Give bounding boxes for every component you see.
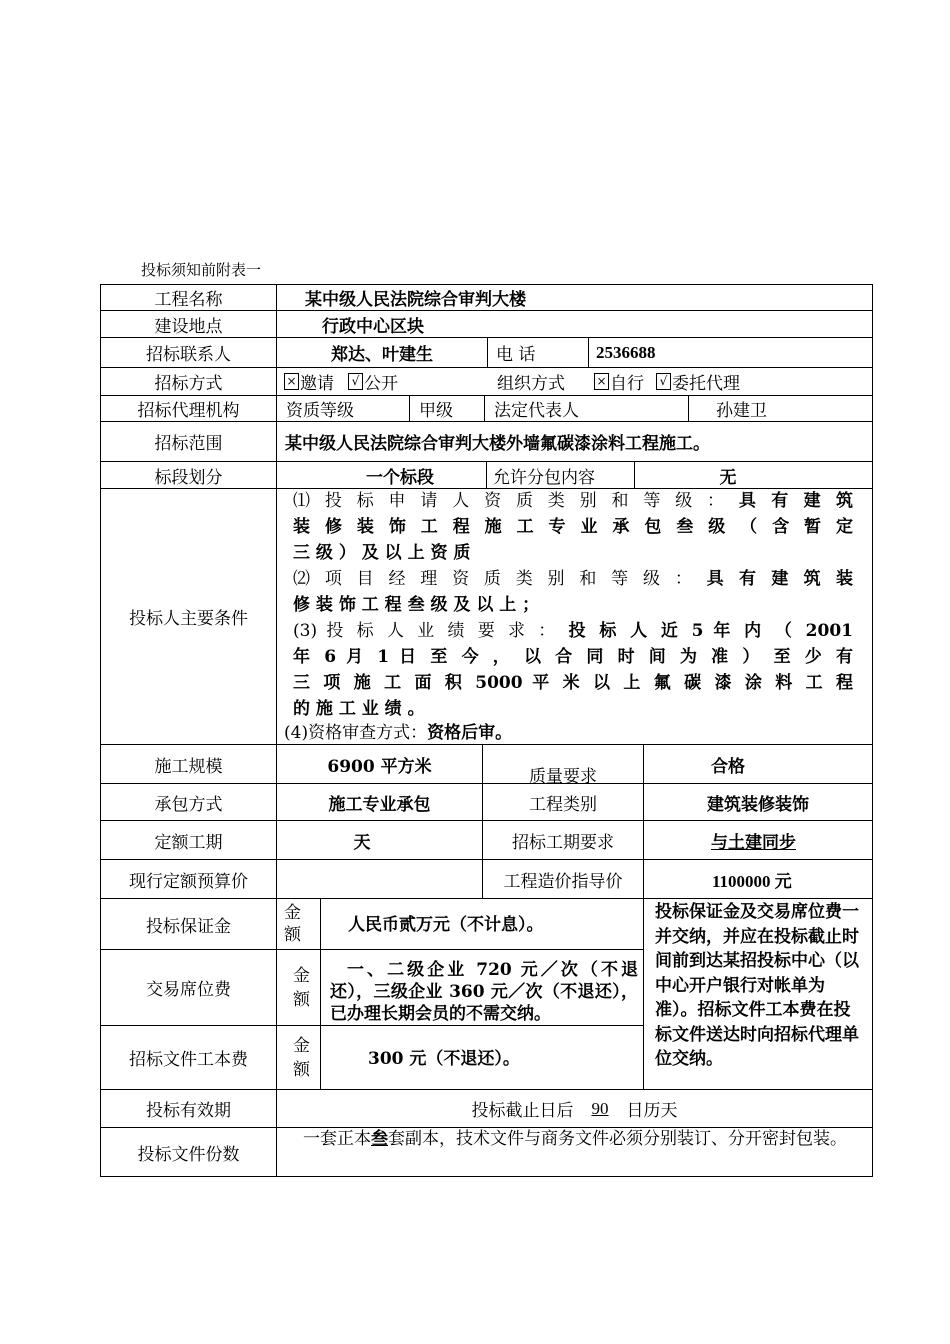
cond-line: 具 有 建 筑 装: [706, 569, 853, 589]
cond-line: 年 6 月 1 日 至 今 ， 以 合 同 时 间 为 准 ） 至 少 有: [293, 647, 853, 667]
budget-label: 现行定额预算价: [129, 871, 248, 892]
section-value: 一个标段: [366, 467, 434, 488]
rep-label: 法定代表人: [494, 401, 579, 421]
qual-value: 甲级: [419, 401, 453, 421]
cond-line: (3) 投 标 人 业 绩 要 求 ：: [293, 621, 560, 641]
seat-fee-value: 一、二级企业 720 元／次（不退还），三级企业 360 元／次（不退还），已办理长期会员的不需交纳。: [330, 960, 638, 1024]
col-divider: [486, 461, 487, 488]
col-divider: [409, 395, 410, 421]
phone-value: 2536688: [596, 342, 656, 362]
period-req-label: 招标工期要求: [512, 832, 614, 853]
copies-value: [284, 1128, 866, 1150]
agent-checkbox[interactable]: √: [656, 373, 671, 390]
type-value: 建筑装修装饰: [707, 794, 809, 815]
col-divider: [487, 337, 488, 367]
agent-label: 委托代理: [672, 374, 740, 394]
cond-line: (4)资格审查方式：: [284, 723, 428, 743]
invite-checkbox[interactable]: ×: [284, 373, 299, 390]
validity-label: 投标有效期: [146, 1101, 231, 1121]
validity-value: [277, 1090, 872, 1127]
self-checkbox[interactable]: ×: [594, 373, 609, 390]
seat-amount-label: [293, 964, 317, 1012]
col-divider: [320, 898, 321, 1089]
subcontract-label: 允许分包内容: [493, 467, 595, 488]
rep-value: 孙建卫: [716, 401, 767, 421]
cond-line: 投 标 人 近 5 年 内 （ 2001: [568, 621, 853, 641]
type-label: 工程类别: [529, 794, 597, 815]
org-label: 组织方式: [497, 374, 565, 394]
side-note: 投标保证金及交易席位费一并交纳，并应在投标截止时间前到达某招投标中心（以中心开户银行对帐单为准）。招标文件工本费在投标文件送达时向招标代理单位交纳。: [655, 902, 859, 1069]
cond-line: ⑵ 项 目 经 理 资 质 类 别 和 等 级 ：: [293, 569, 697, 589]
phone-label: 电 话: [496, 345, 536, 365]
quality-value: 合格: [711, 756, 745, 777]
cond-line: 装 修 装 饰 工 程 施 工 专 业 承 包 叁 级 （ 含 暂 定: [293, 517, 853, 537]
validity-prefix: 投标截止日后: [471, 1101, 574, 1121]
amount-char: 金: [293, 1036, 310, 1056]
col-divider: [588, 337, 589, 367]
deposit-value: 人民币贰万元（不计息）。: [348, 914, 544, 935]
copies-number: 叁: [371, 1129, 388, 1149]
doc-fee-value: 300 元（不退还）。: [368, 1048, 520, 1069]
scope-label: 招标范围: [154, 434, 223, 454]
table-border-right: [872, 284, 873, 1177]
cond-line: 修 装 饰 工 程 叁 级 及 以 上 ；: [293, 595, 540, 615]
org-options: [594, 368, 864, 395]
cond-line: 资格后审。: [427, 723, 513, 743]
copies-label: 投标文件份数: [137, 1144, 240, 1165]
amount-char: 金: [284, 903, 301, 923]
section-label: 标段划分: [154, 467, 223, 488]
method-label: 招标方式: [154, 374, 223, 394]
contract-value: 施工专业承包: [328, 794, 431, 815]
cond-line: 三 级 ） 及 以 上 资 质: [293, 543, 471, 563]
contact-label: 招标联系人: [146, 345, 231, 365]
cond-line: ⑴ 投 标 申 请 人 资 质 类 别 和 等 级 ：: [293, 491, 729, 511]
site-label: 建设地点: [154, 316, 223, 337]
amount-char: 额: [284, 925, 301, 945]
col-divider: [688, 395, 689, 421]
site-value: 行政中心区块: [322, 316, 424, 337]
table-caption: 投标须知前附表一: [141, 261, 262, 279]
amount-char: 额: [293, 990, 310, 1010]
scope-value: 某中级人民法院综合审判大楼外墙氟碳漆涂料工程施工。: [285, 434, 710, 454]
period-label: 定额工期: [154, 832, 223, 853]
subcontract-value: 无: [719, 467, 737, 488]
quality-label: 质量要求: [529, 766, 597, 787]
guide-label: 工程造价指导价: [503, 871, 623, 892]
validity-suffix: 日历天: [626, 1101, 678, 1121]
conditions-text: [284, 488, 854, 744]
table-border-bottom: [100, 1176, 873, 1177]
qual-label: 资质等级: [286, 401, 354, 421]
copies-prefix: 一套正本: [303, 1129, 371, 1149]
doc-amount-label: [293, 1034, 317, 1082]
agency-label: 招标代理机构: [137, 401, 240, 421]
col-divider: [484, 395, 485, 421]
cond-line: 三 项 施 工 面 积 5000 平 米 以 上 氟 碳 漆 涂 料 工 程: [293, 673, 853, 693]
budget-value: [277, 860, 482, 898]
public-label: 公开: [364, 374, 398, 394]
amount-char: 额: [293, 1060, 310, 1080]
project-name-label: 工程名称: [154, 290, 223, 310]
period-req-value: 与土建同步: [711, 832, 796, 853]
seat-fee-label: 交易席位费: [146, 980, 231, 1000]
copies-suffix: 套副本，技术文件与商务文件必须分别装订、分开密封包装。: [388, 1129, 847, 1149]
guide-value: 1100000 元: [712, 871, 792, 891]
conditions-label: 投标人主要条件: [129, 609, 248, 629]
contract-label: 承包方式: [154, 794, 223, 815]
doc-fee-label: 招标文件工本费: [129, 1050, 248, 1070]
deposit-label: 投标保证金: [146, 916, 231, 937]
validity-days: 90: [591, 1098, 609, 1118]
project-name-value: 某中级人民法院综合审判大楼: [305, 290, 526, 310]
period-value: 天: [353, 832, 371, 853]
cond-line: 具 有 建 筑: [738, 491, 854, 511]
cond-line: 的 施 工 业 绩 。: [293, 699, 425, 719]
self-label: 自行: [610, 374, 644, 394]
amount-char: 金: [293, 966, 310, 986]
deposit-amount-label: [284, 902, 314, 946]
contact-value: 郑达、叶建生: [331, 345, 433, 365]
label-column-divider: [276, 284, 277, 1177]
public-checkbox[interactable]: √: [348, 373, 363, 390]
method-options: [284, 368, 484, 395]
invite-label: 邀请: [300, 374, 334, 394]
scale-value: 6900 平方米: [327, 756, 432, 777]
scale-label: 施工规模: [154, 756, 223, 777]
